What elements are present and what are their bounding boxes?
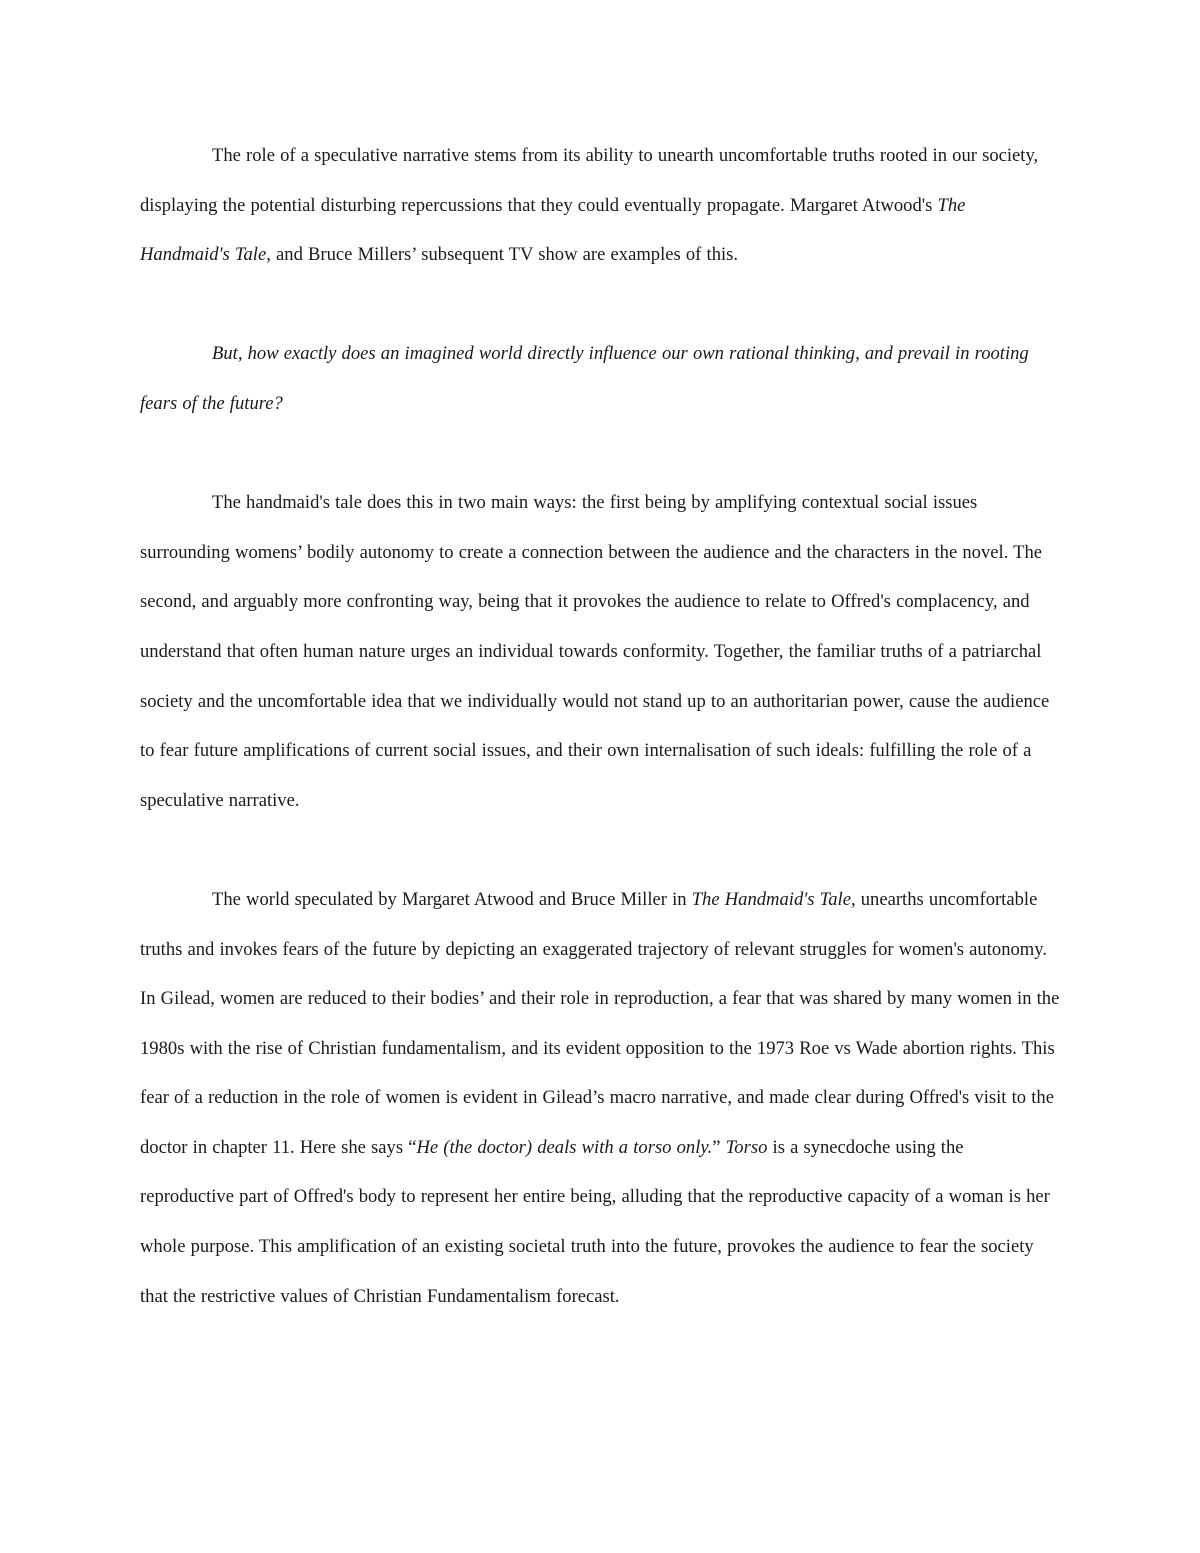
text-segment: The world speculated by Margaret Atwood and Bruce Miller in — [212, 888, 692, 910]
paragraph-question — [140, 329, 1060, 428]
emphasis-word: Torso — [725, 1136, 768, 1158]
text-segment: The handmaid's tale does this in two main ways: the first being by amplifying contextual social issues surrounding womens’ bodily autonomy to create a connection between the audience and the characters in the novel. The second, and arguably more confronting way, being that it provokes the audience to relate to Offred's complacency, and understand that often human nature urges an individual towards conformity. Together, the familiar truths of a patriarchal society and the uncomfortable idea that we individually would not stand up to an authoritarian power, cause the audience to fear future amplifications of current social issues, and their own internalisation of such ideals: fulfilling the role of a speculative narrative. — [140, 492, 1050, 811]
text-segment: ” — [712, 1136, 726, 1158]
paragraph-body-1 — [140, 875, 1060, 1321]
essay-body — [140, 131, 1060, 1321]
text-segment: But, how exactly does an imagined world directly influence our own rational thinking, and prevail in rooting fears of the future? — [140, 343, 1029, 414]
book-title: The Handmaid's Tale, — [140, 194, 966, 266]
text-segment: and Bruce Millers’ subsequent TV show are examples of this. — [270, 244, 739, 266]
text-segment: The role of a speculative narrative stems from its ability to unearth uncomfortable truths rooted in our society, displaying the potential disturbing repercussions that they could eventually propagate. Margaret Atwood's — [140, 145, 1039, 216]
book-title: The Handmaid's Tale, — [691, 888, 856, 910]
paragraph-thesis — [140, 478, 1060, 825]
text-segment: unearths uncomfortable truths and invokes fears of the future by depicting an exaggerated trajectory of relevant struggles for women's autonomy. In Gilead, women are reduced to their bodies’ and their role in reproduction, a fear that was shared by many women in the 1980s with the rise of Christian fundamentalism, and its evident opposition to the 1973 Roe vs Wade abortion rights. This fear of a reduction in the role of women is evident in Gilead’s macro narrative, and made clear during Offred's visit to the doctor in chapter 11. Here she says “ — [140, 888, 1060, 1158]
paragraph-intro — [140, 131, 1060, 280]
quotation: He (the doctor) deals with a torso only. — [416, 1136, 713, 1158]
text-segment: is a synecdoche using the reproductive part of Offred's body to represent her entire being, alluding that the reproductive capacity of a woman is her whole purpose. This amplification of an existing societal truth into the future, provokes the audience to fear the society that the restrictive values of Christian Fundamentalism forecast. — [140, 1136, 1050, 1307]
